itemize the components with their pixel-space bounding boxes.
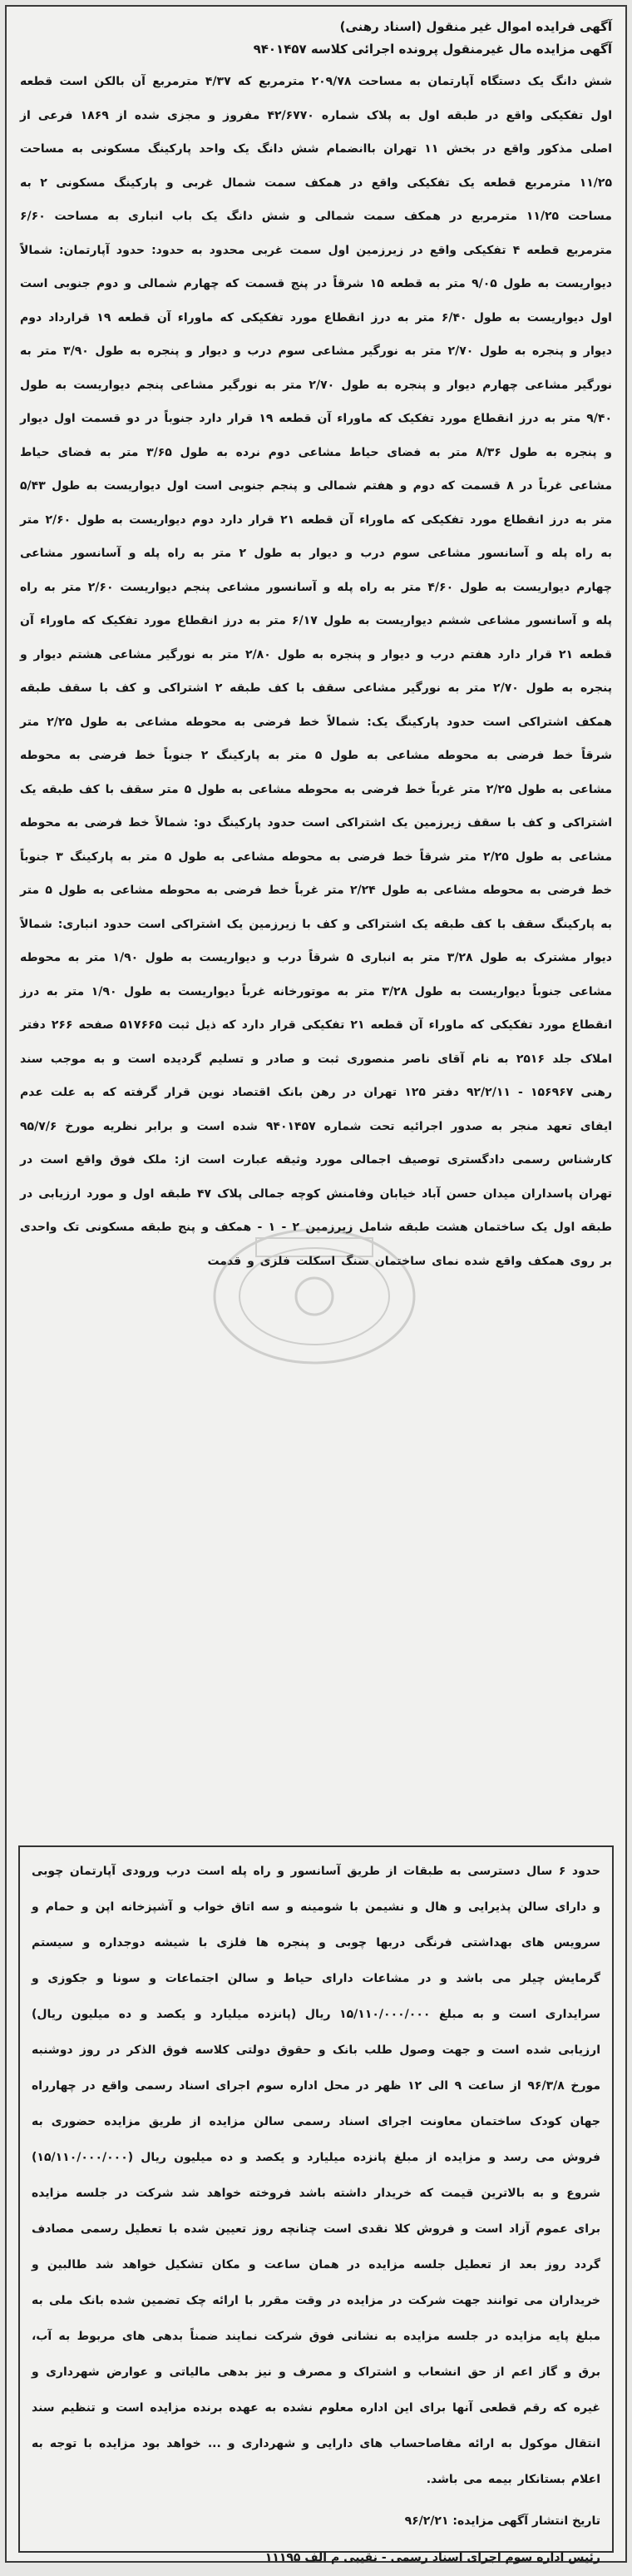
property-description: شش دانگ یک دستگاه آپارتمان به مساحت ۲۰۹/۷۸ مترمربع که ۴/۳۷ مترمربع آن بالکن است قطعه اول تفکیکی واقع در طبقه اول به پلاک شماره ۴۲/۶۷۷۰ مفروز و مجزی شده از ۱۸۶۹ فرعی از اصلی مذکور واقع در بخش ۱۱ تهران باانضمام شش دانگ یک واحد پارکینگ مسکونی به مساحت ۱۱/۲۵ مترمربع قطعه یک تفکیکی واقع در همکف سمت شمال غربی و پارکینگ مسکونی ۲ به مساحت ۱۱/۲۵ مترمربع در همکف سمت شمالی و شش دانگ یک باب انباری به مساحت ۶/۶۰ مترمربع قطعه ۴ تفکیکی واقع در زیرزمین اول سمت غربی محدود به حدود: حدود آپارتمان: شمالاً دیواریست به طول ۹/۰۵ متر به قطعه ۱۵ شرقاً در پنج قسمت که چهارم شمالی و دوم جنوبی است اول دیواریست به طول ۶/۴۰ متر به درز انقطاع مورد تفکیکی که ماوراء آن قطعه ۱۹ قرارداد دوم دیوار و پنجره به طول ۲/۷۰ متر به نورگیر مشاعی سوم درب و دیوار و پنجره به طول ۳/۹۰ متر به نورگیر مشاعی چهارم دیوار و پنجره به طول ۲/۷۰ متر به نورگیر مشاعی پنجم دیواریست به طول ۹/۴۰ متر به درز انقطاع مورد تفکیک که ماوراء آن قطعه ۱۹ قرار دارد جنوباً در دو قسمت اول دیوار و پنجره به طول ۸/۳۶ متر به فضای حیاط مشاعی دوم نرده به طول ۳/۶۵ متر به فضای حیاط مشاعی غرباً در ۸ قسمت که دوم و هفتم شمالی و پنجم جنوبی است اول دیواریست به طول ۵/۴۳ متر به درز انقطاع مورد تفکیکی که ماوراء آن قطعه ۲۱ قرار دارد دوم دیواریست به طول ۲/۶۰ متر به راه پله و آسانسور مشاعی سوم درب و دیوار به طول ۲ متر به راه پله و آسانسور مشاعی چهارم دیواریست به طول ۴/۶۰ متر به راه پله و آسانسور مشاعی پنجم دیواریست ۲/۶۰ متر به راه پله و آسانسور مشاعی ششم دیواریست به طول ۶/۱۷ متر به درز انقطاع مورد تفکیک که ماوراء آن قطعه ۲۱ قرار دارد هفتم درب و دیوار و پنجره به طول ۲/۸۰ متر به نورگیر مشاعی هشتم دیوار و پنجره به طول ۲/۷۰ متر به نورگیر مشاعی سقف با کف طبقه ۲ اشتراکی و کف با سقف طبقه همکف اشتراکی است حدود پارکینگ یک: شمالاً خط فرضی به محوطه مشاعی به طول ۲/۲۵ متر شرقاً خط فرضی به محوطه مشاعی به طول ۵ متر به پارکینگ ۲ جنوباً خط فرضی به محوطه مشاعی به طول ۲/۲۵ متر غرباً خط فرضی به محوطه مشاعی به طول ۵ متر سقف با کف طبقه یک اشتراکی و کف با سقف زیرزمین یک اشتراکی است حدود پارکینگ دو: شمالاً خط فرضی به محوطه مشاعی به طول ۲/۲۵ متر شرقاً خط فرضی به محوطه مشاعی به طول ۵ متر به پارکینگ ۳ جنوباً خط فرضی به محوطه مشاعی به طول ۲/۲۴ متر غرباً خط فرضی به محوطه مشاعی به طول ۵ متر به پارکینگ سقف با کف طبقه یک اشتراکی و کف با زیرزمین یک اشتراکی است حدود انباری: شمالاً دیوار مشترک به طول ۳/۲۸ متر به انباری ۵ شرقاً درب و دیواریست به طول ۱/۹۰ متر به محوطه مشاعی جنوباً دیواریست به طول ۳/۲۸ متر به موتورخانه غرباً دیواریست به طول ۱/۹۰ متر به درز انقطاع مورد تفکیکی که ماوراء آن قطعه ۲۱ تفکیکی قرار دارد که ذیل ثبت ۵۱۷۶۶۵ صفحه ۲۶۶ دفتر املاک جلد ۲۵۱۶ به نام آقای ناصر منصوری ثبت و صادر و تسلیم گردیده است و به موجب سند رهنی ۱۵۶۹۶۷ - ۹۲/۲/۱۱ دفتر ۱۲۵ تهران در رهن بانک اقتصاد نوین قرار گرفته که به علت عدم ایفای تعهد منجر به صدور اجرائیه تحت شماره ۹۴۰۱۴۵۷ شده است و برابر نظریه مورخ ۹۵/۷/۶ کارشناس رسمی دادگستری توصیف اجمالی مورد وثیقه عبارت است از: ملک فوق واقع است در تهران پاسداران میدان حسن آباد خیابان وفامنش کوچه جمالی پلاک ۴۷ طبقه اول و مورد ارزیابی در طبقه اول یک ساختمان هشت طبقه شامل زیرزمین ۲ - ۱ - همکف و پنج طبقه مسکونی تک واحدی بر روی همکف واقع شده نمای ساختمان سنگ اسکلت فلزی و قدمت xyxy=(20,75,613,1268)
auction-terms-box xyxy=(18,1845,614,2564)
auction-terms-text: حدود ۶ سال دسترسی به طبقات از طریق آسانسور و راه پله است درب ورودی آپارتمان چوبی و دارای سالن پذیرایی و هال و نشیمن با شومینه و سه اتاق خواب و آشپزخانه اپن و حمام و سرویس های بهداشتی فرنگی دربها چوبی و پنجره ها فلزی با شیشه دوجداره و سیستم گرمایش چیلر می باشد و در مشاعات دارای حیاط و سالن اجتماعات و سونا و جکوزی و سرایداری است و به مبلغ ۱۵/۱۱۰/۰۰۰/۰۰۰ ریال (پانزده میلیارد و یکصد و ده میلیون ریال) ارزیابی شده است و جهت وصول طلب بانک و حقوق دولتی کلاسه فوق الذکر در روز دوشنبه مورخ ۹۶/۳/۸ از ساعت ۹ الی ۱۲ ظهر در محل اداره سوم اجرای اسناد رسمی واقع در چهارراه جهان کودک ساختمان معاونت اجرای اسناد رسمی سالن مزایده از طریق مزایده حضوری به فروش می رسد و مزایده از مبلغ پانزده میلیارد و یکصد و ده میلیون ریال (۱۵/۱۱۰/۰۰۰/۰۰۰) شروع و به بالاترین قیمت که خریدار داشته باشد فروخته خواهد شد شرکت در جلسه مزایده برای عموم آزاد است و فروش کلا نقدی است چنانچه روز تعیین شده با تعطیل رسمی مصادف گردد روز بعد از تعطیل جلسه مزایده در همان ساعت و مکان تشکیل خواهد شد طالبین و خریداران می توانند جهت شرکت در مزایده در وقت مقرر با ارائه چک تضمین شده بانک ملی به مبلغ پایه مزایده در جلسه مزایده به نشانی فوق شرکت نمایند ضمناً بدهی های مربوط به آب، برق و گاز اعم از حق انشعاب و اشتراک و مصرف و نیز بدهی مالیاتی و عوارض شهرداری و غیره که رقم قطعی آنها برای این اداره معلوم نشده به عهده برنده مزایده است و تنظیم سند انتقال موکول به ارائه مفاصاحساب های دارایی و شهرداری و ... خواهد بود مزایده با توجه به اعلام بستانکار بیمه می باشد. xyxy=(32,1865,601,2486)
publish-date: تاریخ انتشار آگهی مزایده: ۹۶/۲/۲۱ xyxy=(404,2514,600,2528)
notice-subtitle: آگهی مزایده مال غیرمنقول پرونده اجرائی کلاسه ۹۴۰۱۴۵۷ xyxy=(253,42,612,57)
notice-title: آگهی فرایده اموال غیر منقول (اسناد رهنی) xyxy=(339,19,612,34)
signature-line: رئیس اداره سوم اجرای اسناد رسمی - نقیبی م الف ۱۱۱۹۵ xyxy=(264,2551,600,2564)
auction-notice xyxy=(5,5,627,2563)
